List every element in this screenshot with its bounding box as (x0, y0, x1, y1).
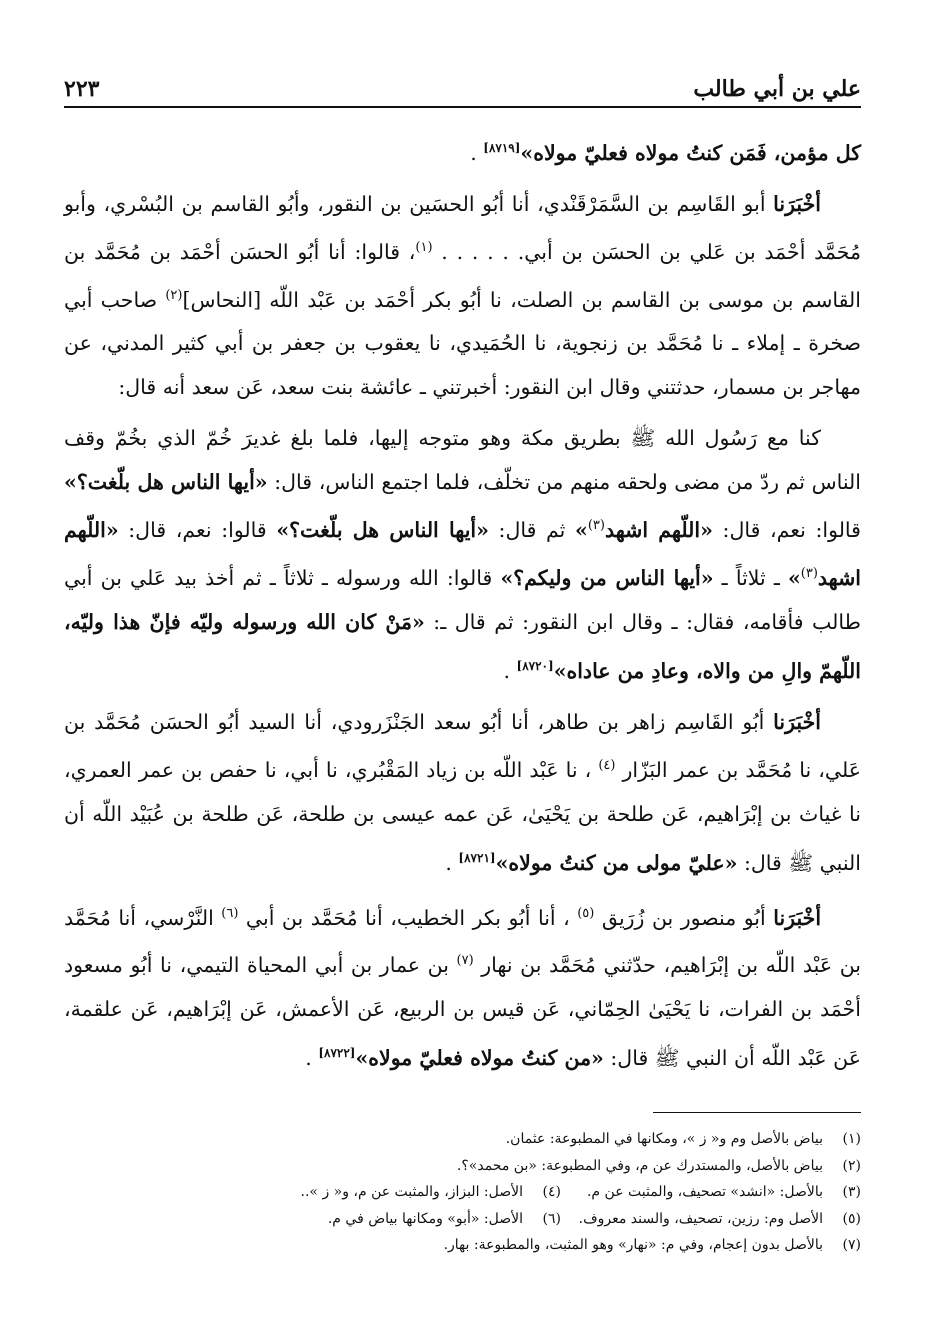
page-number: ٢٢٣ (64, 76, 100, 102)
footnote-number: (٣) (842, 1184, 861, 1200)
paragraph (64, 126, 861, 175)
header-rule (64, 106, 861, 108)
footnote-line (64, 1126, 861, 1153)
footnote (328, 1206, 561, 1233)
paragraph (64, 892, 861, 1080)
bold-text: » (575, 518, 588, 543)
footnote-marker: (٣) (587, 518, 605, 534)
footnote-line (64, 1179, 861, 1206)
hadith-number: [٨٧١٩] (483, 141, 521, 155)
footnote-marker: (١) (415, 239, 433, 255)
footnote-marker: (٢) (165, 287, 183, 303)
text-segment: . (305, 1046, 319, 1071)
footnote-line (64, 1206, 861, 1233)
bold-text: «أيها الناس من وليكم؟» (500, 566, 714, 591)
hadith-number: [٨٧٢٢] (318, 1046, 356, 1061)
footnote-text: بياض بالأصل وم و« ز »، ومكانها في المطبوعة: عثمان. (505, 1131, 823, 1147)
bold-text: أخْبَرَنا (773, 709, 821, 734)
text-segment: أبُو منصور بن زُرَيق (594, 905, 774, 930)
text-segment: ثم قال: (488, 518, 575, 543)
bold-text: «مَنْ كان الله ورسوله وليّه فإنّ هذا وليّه، اللّهمّ والِ من والاه، وعادِ من عاداه» (64, 610, 861, 683)
footnote-separator (653, 1112, 861, 1113)
text-segment: بن عمار بن أبي المحياة التيمي، نا أبُو مسعود أحْمَد بن الفرات، نا يَحْيَىٰ الحِمّاني، عَن قيس بن الربيع، عَن الأعمش، عَن إبْرَاهيم، عَن علقمة، عَن عَبْد اللّه أن النبي ﷺ قال: (64, 953, 861, 1071)
text-segment: . (470, 140, 484, 165)
text-segment: ، نا عَبْد اللّه بن زياد المَقْبُري، نا أبي، نا حفص بن عمر العمري، نا غياث بن إبْرَاهيم، عَن طلحة بن يَحْيَىٰ، عَن عمه عيسى بن طلحة، عَن طلحة بن عُبَيْد اللّه أن النبي ﷺ قال: (64, 757, 861, 875)
bold-text: كل مؤمن، فَمَن كنتُ مولاه فعليّ مولاه» (520, 140, 861, 165)
text-segment: . (445, 850, 459, 875)
text-segment: قالوا: نعم، قال: (118, 518, 277, 543)
bold-text: » (787, 566, 801, 591)
paragraph (64, 700, 861, 885)
text-segment: أبو القَاسِم بن السَّمَرْقَنْدي، أنا أبُو الحسَين بن النقور، وأبُو القاسم بن البُسْري، وأبو مُحَمَّد أحْمَد بن عَلي بن الحسَن بن أبي. . . . . . (64, 191, 861, 264)
bold-text: أخْبَرَنا (773, 191, 821, 216)
footnote-number: (٢) (842, 1157, 861, 1174)
footnote-text: بياض بالأصل، والمستدرك عن م، وفي المطبوعة: «بن محمد»؟. (456, 1157, 823, 1174)
text-segment: صاحب أبي صخرة ـ إملاء ـ نا مُحَمَّد بن زنجوية، نا الحُمَيدي، نا يعقوب بن جعفر بن أبي كثير المدني، عن مهاجر بن مسمار، حدثتني وقال ابن النقور: أخبرتني ـ عائشة بنت سعد، عَن سعد أنه قال: (64, 287, 861, 400)
footnotes (64, 1126, 861, 1259)
footnote-marker: (٤) (598, 757, 616, 773)
bold-text: «اللّهم اشهد (64, 518, 862, 591)
footnote (444, 1232, 861, 1259)
footnote-number: (٥) (842, 1210, 861, 1227)
text-segment: ، قالوا: أنا أبُو الحسَن أحْمَد بن مُحَمَّد بن القاسم بن موسى بن القاسم بن الصلت، نا أبُو بكر أحْمَد بن عَبْد اللّه [النحاس] (64, 239, 861, 312)
bold-text: أخْبَرَنا (773, 905, 822, 930)
text-segment: ، أنا أبُو بكر الخطيب، أنا مُحَمَّد بن أبي (238, 905, 578, 930)
footnote (457, 1153, 861, 1180)
footnote (561, 1206, 861, 1233)
hadith-number: [٨٧٢٠] (516, 659, 554, 674)
paragraph (64, 416, 861, 692)
bold-text: «عليّ مولى من كنتُ مولاه» (495, 850, 738, 875)
paragraph (64, 182, 861, 410)
text-segment: كنا مع رَسُول الله ﷺ بطريق مكة وهو متوجه إليها، فلما بلغ غديرَ خُمّ الذي بخُمّ وقف الناس ثم ردّ من مضى ولحقه منهم من تخلّف، فلما اجتمع الناس، قال: (64, 426, 861, 495)
footnote-text: الأصل: «أبو» ومكانها بياض في م. (327, 1210, 523, 1227)
text-segment: قالوا: الله ورسوله ـ ثلاثاً ـ ثم أخذ بيد عَلي بن أبي طالب فأقامه، فقال: ـ وقال ابن النقور: ثم قال ـ: (64, 566, 861, 635)
footnote-text: الأصل وم: رزين، تصحيف، والسند معروف. (578, 1210, 823, 1227)
footnote-marker: (٥) (577, 905, 595, 921)
footnote-marker: (٦) (221, 905, 239, 921)
text-segment: أبُو القَاسِم زاهر بن طاهر، أنا أبُو سعد الجَنْزَرودي، أنا السيد أبُو الحسَن مُحَمَّد بن عَلي، نا مُحَمَّد بن عمر البَزّار (64, 709, 861, 782)
text-segment: . (503, 658, 517, 683)
footnote-line (64, 1153, 861, 1180)
footnote (506, 1126, 861, 1153)
footnote-number: (٦) (542, 1210, 561, 1227)
main-text (64, 126, 861, 1087)
bold-text: «أيها الناس هل بلّغت؟» (276, 518, 489, 543)
footnote-marker: (٣) (800, 566, 818, 582)
text-segment: النَّرْسي، أنا مُحَمَّد بن عَبْد اللّه بن إبْرَاهيم، حدّثني مُحَمَّد بن نهار (64, 905, 861, 978)
footnote (561, 1179, 861, 1206)
hadith-number: [٨٧٢١] (458, 850, 496, 865)
footnote-text: بالأصل بدون إعجام، وفي م: «نهار» وهو المثبت، والمطبوعة: بهار. (443, 1237, 823, 1253)
running-title: علي بن أبي طالب (693, 76, 861, 102)
page-header (64, 66, 861, 102)
footnote-number: (٧) (842, 1237, 861, 1253)
footnote-text: بالأصل: «انشد» تصحيف، والمثبت عن م. (586, 1184, 823, 1200)
footnote (301, 1179, 561, 1206)
bold-text: «من كنتُ مولاه فعليّ مولاه» (355, 1046, 604, 1071)
bold-text: «اللّهم اشهد (604, 518, 713, 543)
footnote-marker: (٧) (456, 953, 474, 969)
footnote-number: (٤) (542, 1184, 561, 1200)
text-segment: قالوا: نعم، قال: (712, 518, 861, 543)
footnote-text: الأصل: البزاز، والمثبت عن م، و« ز ».. (300, 1184, 523, 1200)
text-segment: ـ ثلاثاً ـ (713, 566, 788, 591)
bold-text: «أيها الناس هل بلّغت؟» (64, 470, 268, 495)
footnote-number: (١) (842, 1131, 861, 1147)
footnote-line (64, 1232, 861, 1259)
